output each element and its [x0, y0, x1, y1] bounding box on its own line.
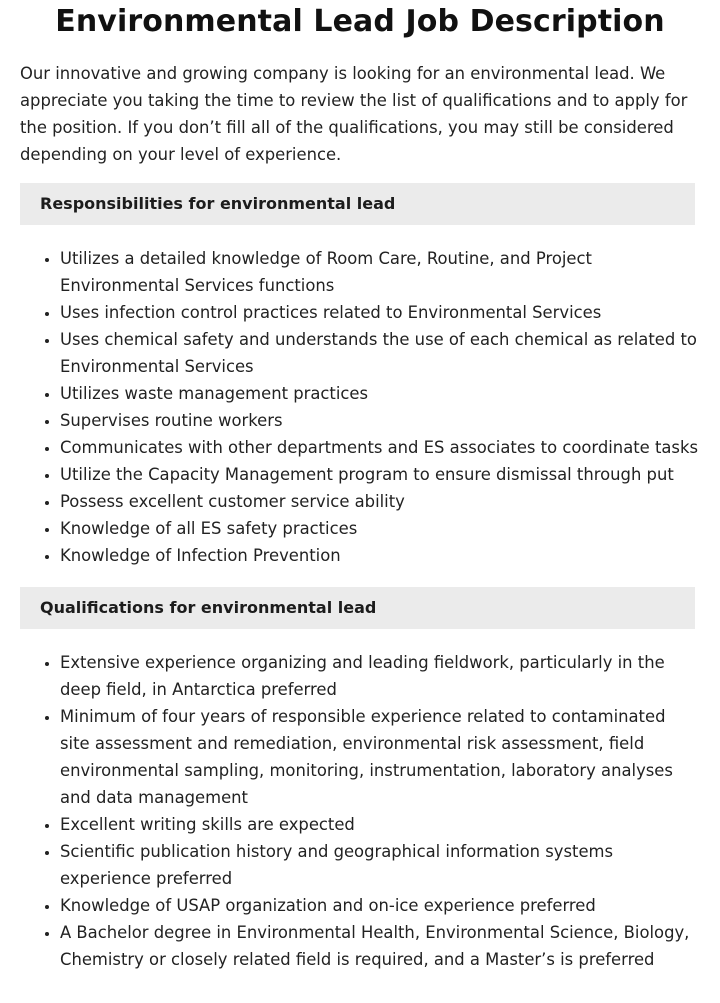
list-item: • Knowledge of Infection Prevention: [60, 542, 700, 569]
list-item: • Utilizes waste management practices: [60, 380, 700, 407]
list-item: • Extensive experience organizing and leading fieldwork, particularly in the deep field, in Antarctica preferred: [60, 649, 700, 703]
responsibilities-heading: Responsibilities for environmental lead: [20, 183, 695, 225]
list-item: • Scientific publication history and geographical information systems experience preferred: [60, 838, 700, 892]
intro-paragraph: Our innovative and growing company is looking for an environmental lead. We appreciate you taking the time to review the list of qualifications and to apply for the position. If you don’t fill all of the qualifications, you may still be considered depending on your level of experience.: [20, 64, 688, 164]
list-item: • Utilizes a detailed knowledge of Room Care, Routine, and Project Environmental Services functions: [60, 245, 700, 299]
list-item: • Minimum of four years of responsible experience related to contaminated site assessment and remediation, environmental risk assessment, field environmental sampling, monitoring, instrumentation, laboratory analyses and data management: [60, 703, 700, 811]
list-item: • Knowledge of USAP organization and on-ice experience preferred: [60, 892, 700, 919]
responsibilities-list: [20, 245, 700, 569]
qualifications-heading: Qualifications for environmental lead: [20, 587, 695, 629]
list-item: • A Bachelor degree in Environmental Health, Environmental Science, Biology, Chemistry or closely related field is required, and a Master’s is preferred: [60, 919, 700, 973]
qualifications-list: [20, 649, 700, 973]
page-title: Environmental Lead Job Description: [55, 4, 665, 39]
list-item: • Uses infection control practices related to Environmental Services: [60, 299, 700, 326]
list-item: • Supervises routine workers: [60, 407, 700, 434]
list-item: • Knowledge of all ES safety practices: [60, 515, 700, 542]
list-item: • Utilize the Capacity Management program to ensure dismissal through put: [60, 461, 700, 488]
list-item: • Communicates with other departments and ES associates to coordinate tasks: [60, 434, 700, 461]
list-item: • Possess excellent customer service ability: [60, 488, 700, 515]
list-item: • Excellent writing skills are expected: [60, 811, 700, 838]
list-item: • Uses chemical safety and understands the use of each chemical as related to Environmental Services: [60, 326, 700, 380]
